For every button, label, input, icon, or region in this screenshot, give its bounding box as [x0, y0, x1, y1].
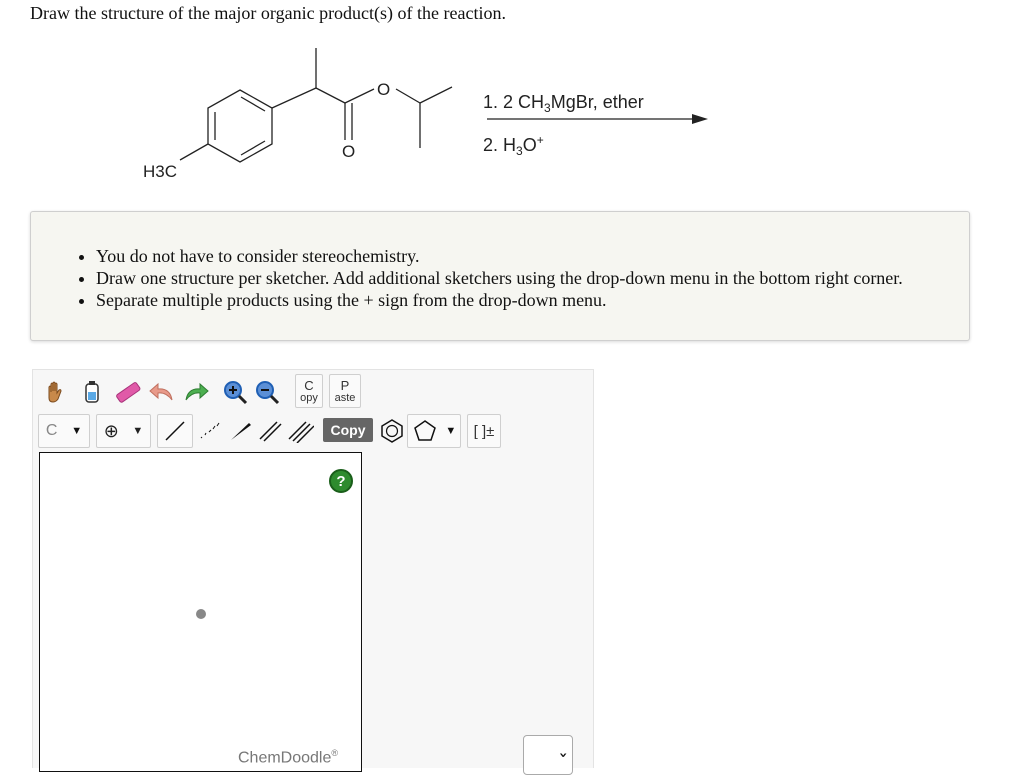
double-bond-icon[interactable]: [255, 414, 285, 448]
charge-dropdown[interactable]: [96, 414, 151, 448]
carbonyl-oxygen-label: O: [342, 142, 356, 161]
redo-icon[interactable]: [180, 376, 212, 408]
brand-name: ChemDoodle: [238, 749, 332, 767]
flask-icon[interactable]: [77, 376, 107, 408]
instruction-item: • Draw one structure per sketcher. Add additional sketchers using the drop-down menu in the bottom right corner.: [96, 267, 1016, 289]
wedge-bond-icon[interactable]: [225, 414, 255, 448]
copy-tooltip: Copy: [323, 418, 373, 442]
paste-button[interactable]: [329, 374, 361, 408]
h3c-label: H3C: [143, 162, 178, 181]
instructions-box: [30, 211, 970, 341]
zoom-out-icon[interactable]: [253, 376, 281, 408]
reaction-conditions-step2: 2. $H_3O^+$: [483, 133, 544, 158]
chemdoodle-brand: [238, 748, 338, 767]
pentagon-ring-icon: [412, 418, 438, 444]
ester-oxygen-label: O: [377, 80, 391, 99]
zoom-in-icon[interactable]: [221, 376, 249, 408]
copy-button[interactable]: [295, 374, 323, 408]
copy-button-letter: C: [304, 377, 314, 393]
question-text: Draw the structure of the major organic product(s) of the reaction.: [30, 3, 506, 23]
reaction-conditions-step1: 1. 2 $CH_3MgBr$, ether: [483, 92, 644, 115]
brand-mark: ®: [331, 748, 339, 758]
instruction-item: • Separate multiple products using the + sign from the drop-down menu.: [96, 289, 1016, 311]
triple-bond-icon[interactable]: [285, 414, 317, 448]
carbon-label: C: [45, 422, 58, 439]
bracket-button[interactable]: [ ]±: [467, 414, 501, 448]
charge-icon: ⊕: [103, 420, 119, 442]
instructions-list: [31, 245, 1016, 311]
chevron-down-icon: ▼: [445, 425, 457, 437]
benzene-ring-icon[interactable]: [377, 414, 407, 448]
eraser-icon[interactable]: [111, 376, 145, 408]
stereo-bond-icon[interactable]: [193, 414, 225, 448]
help-button[interactable]: ?: [329, 469, 353, 493]
ring-dropdown[interactable]: [407, 414, 461, 448]
chevron-down-icon: ▼: [132, 425, 144, 437]
instruction-item: • You do not have to consider stereochemistry.: [96, 245, 1016, 267]
undo-icon[interactable]: [146, 376, 178, 408]
reaction-scheme: [130, 40, 730, 190]
single-bond-icon[interactable]: [157, 414, 193, 448]
hand-icon[interactable]: [40, 376, 72, 408]
copy-button-rest: opy: [300, 391, 318, 404]
sketcher-panel: [32, 369, 594, 768]
sketcher-canvas[interactable]: [39, 452, 362, 772]
atom-carbon-dropdown[interactable]: [38, 414, 90, 448]
chevron-down-icon: ▼: [71, 425, 83, 437]
chevron-right-icon: ›: [555, 752, 572, 758]
paste-button-letter: P: [340, 377, 350, 393]
add-sketcher-dropdown[interactable]: [523, 735, 573, 775]
paste-button-rest: aste: [334, 391, 356, 404]
canvas-dot: [196, 609, 206, 619]
